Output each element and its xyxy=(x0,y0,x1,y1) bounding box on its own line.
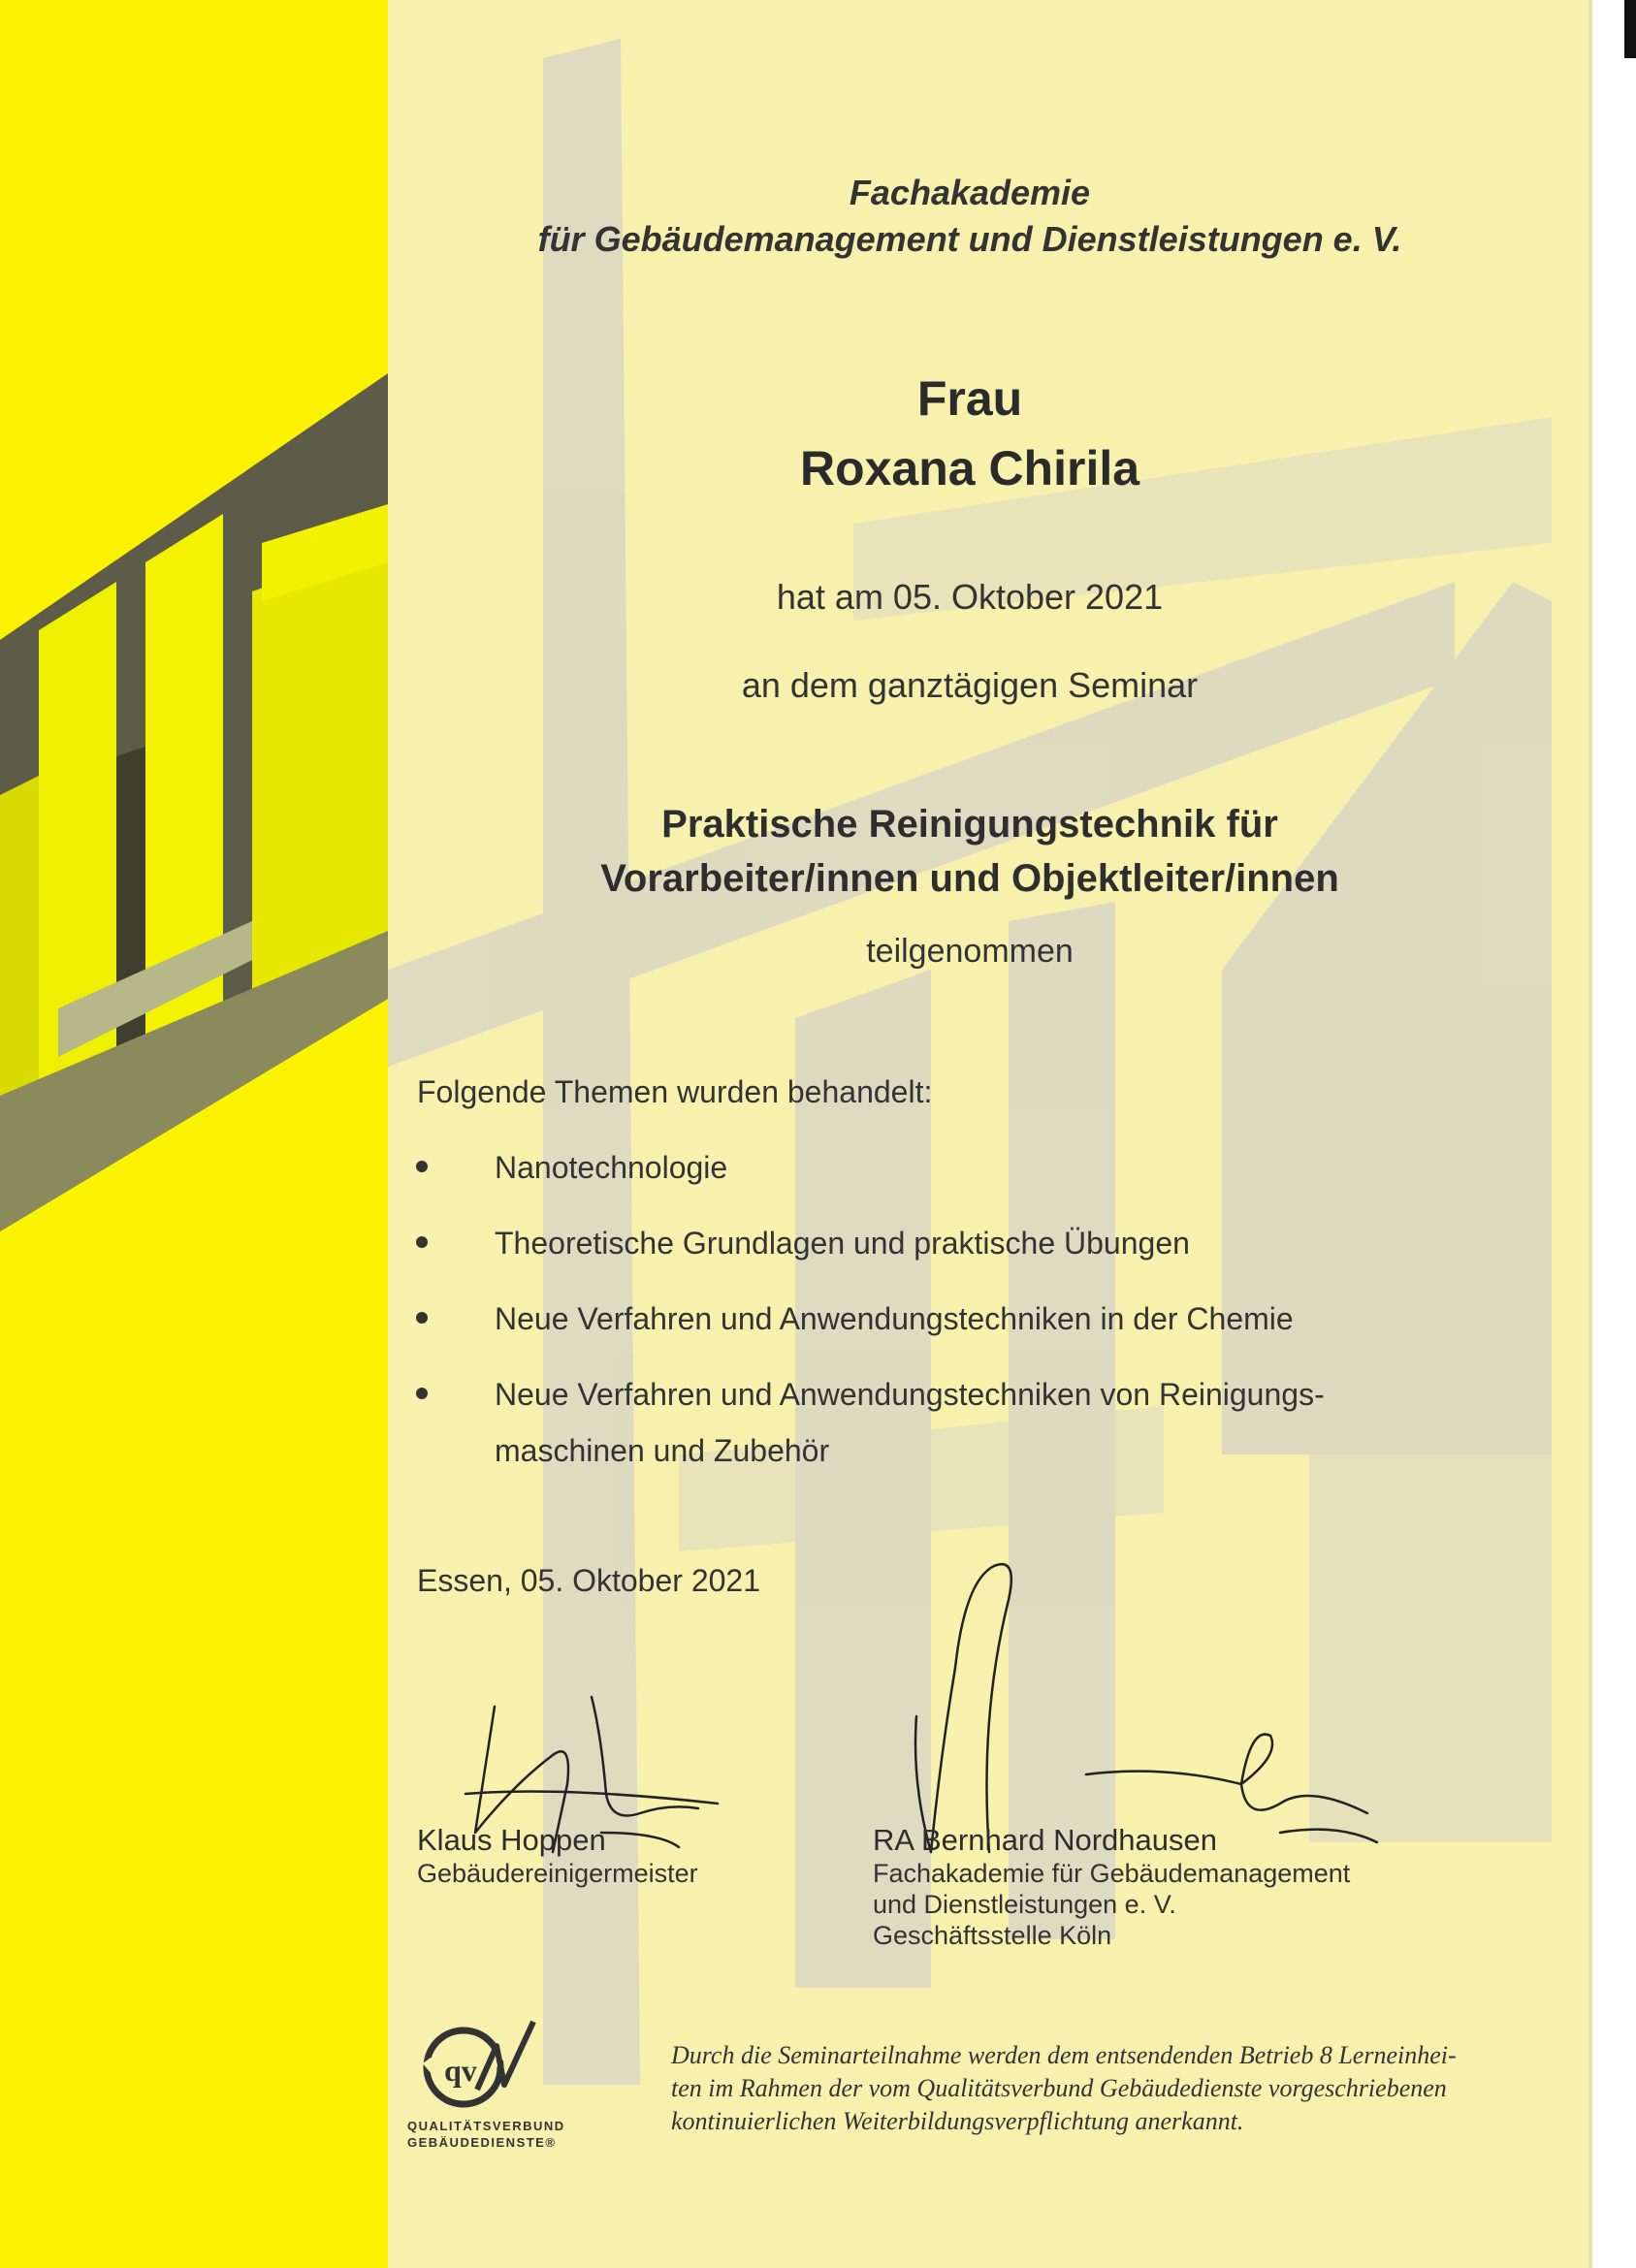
topic-text: Nanotechnologie xyxy=(495,1150,728,1185)
attendance-date: hat am 05. Oktober 2021 xyxy=(776,577,1164,617)
footnote xyxy=(671,2039,1544,2138)
seminar-title-line1: Praktische Reinigungstechnik für xyxy=(661,803,1278,846)
organization-line2: für Gebäudemanagement und Dienstleistungen e. V. xyxy=(537,219,1402,259)
topic-text: Neue Verfahren und Anwendungstechniken von Reinigungs-maschinen und Zubehör xyxy=(495,1377,1325,1468)
topic-item xyxy=(412,1215,1382,1271)
organization-heading xyxy=(388,170,1552,263)
topics-list xyxy=(412,1139,1382,1498)
topic-text: Neue Verfahren und Anwendungstechniken in der Chemie xyxy=(495,1301,1294,1336)
signatory-role-line1: Fachakademie für Gebäudemanagement xyxy=(873,1859,1351,1888)
signatory-role-line3: Geschäftsstelle Köln xyxy=(873,1921,1112,1950)
signatory-nordhausen xyxy=(873,1823,1350,1951)
signatory-name: RA Bernhard Nordhausen xyxy=(873,1823,1218,1857)
recipient-name: Roxana Chirila xyxy=(799,441,1140,495)
topic-item xyxy=(412,1139,1382,1196)
qv-logo-letters: qv xyxy=(444,2053,477,2088)
signatory-role-line2: und Dienstleistungen e. V. xyxy=(873,1890,1176,1919)
logo-line1: QUALITÄTSVERBUND xyxy=(407,2119,565,2133)
topic-text: Theoretische Grundlagen und praktische Übungen xyxy=(495,1226,1190,1261)
footnote-line1: Durch die Seminarteilnahme werden dem entsendenden Betrieb 8 Lerneinhei- xyxy=(671,2041,1457,2069)
seminar-title-line2: Vorarbeiter/innen und Objektleiter/innen xyxy=(600,857,1339,900)
recipient-salutation: Frau xyxy=(916,371,1023,426)
organization-line1: Fachakademie xyxy=(849,173,1091,212)
place-date: Essen, 05. Oktober 2021 xyxy=(417,1563,760,1598)
footnote-line2: ten im Rahmen der vom Qualitätsverbund Gebäudedienste vorgeschriebenen xyxy=(671,2074,1447,2102)
qv-logo-icon xyxy=(407,2017,553,2109)
recipient-block xyxy=(388,364,1552,503)
signatory-name: Klaus Hoppen xyxy=(417,1823,606,1857)
qualitaetsverbund-logo xyxy=(407,2017,572,2151)
participated-text: teilgenommen xyxy=(866,933,1074,970)
footnote-line3: kontinuierlichen Weiterbildungsverpflichtung anerkannt. xyxy=(671,2107,1244,2135)
signatory-role: Gebäudereinigermeister xyxy=(417,1859,698,1888)
bullet-icon xyxy=(416,1312,428,1324)
logo-line2: GEBÄUDEDIENSTE® xyxy=(407,2135,557,2150)
seminar-intro: an dem ganztägigen Seminar xyxy=(741,665,1199,705)
bullet-icon xyxy=(416,1388,428,1399)
bullet-icon xyxy=(416,1161,428,1172)
seminar-title xyxy=(388,797,1552,906)
bullet-icon xyxy=(416,1236,428,1248)
topic-item xyxy=(412,1291,1382,1347)
topics-heading: Folgende Themen wurden behandelt: xyxy=(417,1074,933,1109)
signatory-hoppen xyxy=(417,1823,698,1889)
topic-item xyxy=(412,1366,1367,1479)
